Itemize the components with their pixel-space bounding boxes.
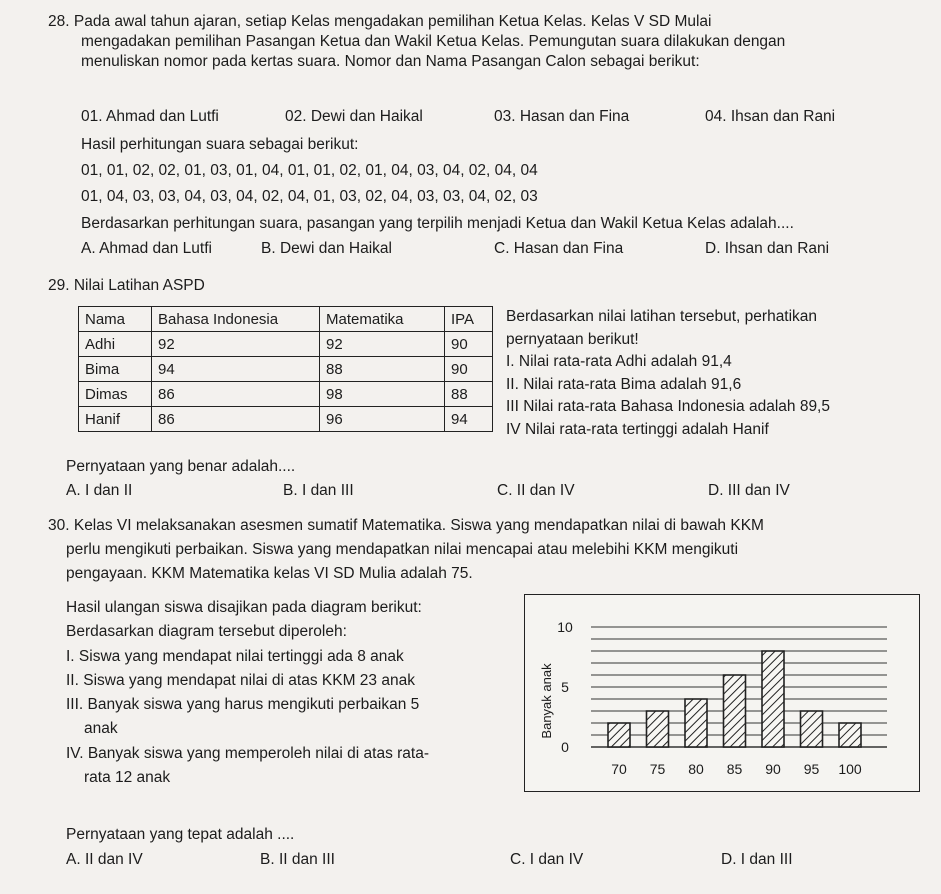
q28-question: Berdasarkan perhitungan suara, pasangan yang terpilih menjadi Ketua dan Wakil Ketua Kelas adalah.... [81, 215, 794, 232]
bar-85 [724, 675, 746, 747]
q30-left-line: Hasil ulangan siswa disajikan pada diagram berikut: [66, 599, 422, 616]
score-table [78, 306, 493, 432]
q30-left-line: Berdasarkan diagram tersebut diperoleh: [66, 623, 347, 641]
q28-candidate-3: 03. Hasan dan Fina [494, 108, 630, 125]
q29-option-d[interactable]: D. III dan IV [708, 482, 790, 499]
table-cell: 90 [445, 332, 493, 357]
q30-statement-2: II. Siswa yang mendapat nilai di atas KKM 23 anak [66, 671, 415, 689]
q30-line-2: perlu mengikuti perbaikan. Siswa yang mendapatkan nilai mencapai atau melebihi KKM mengikuti [66, 541, 739, 558]
y-tick-label: 0 [561, 739, 569, 755]
table-cell: Bima [79, 357, 152, 382]
q30-statement-3-cont: anak [84, 720, 118, 738]
q28-intro-text-1: Pada awal tahun ajaran, setiap Kelas mengadakan pemilihan Ketua Kelas. Kelas V SD Mulai [73, 13, 712, 30]
table-cell: Hanif [79, 407, 152, 432]
bar-100 [839, 723, 861, 747]
q28-option-a[interactable]: A. Ahmad dan Lutfi [81, 240, 212, 257]
bar-70 [608, 723, 630, 747]
bar-95 [801, 711, 823, 747]
q30-statement-3: III. Banyak siswa yang harus mengikuti perbaikan 5 [66, 696, 420, 714]
y-axis-label: Banyak anak [539, 663, 554, 739]
table-cell: 94 [152, 357, 320, 382]
table-cell: 92 [320, 332, 445, 357]
q30-statement-1: I. Siswa yang mendapat nilai tertinggi ada 8 anak [66, 647, 404, 665]
table-row [79, 332, 493, 357]
q29-side-line: Berdasarkan nilai latihan tersebut, perhatikan [506, 308, 818, 325]
table-row [79, 357, 493, 382]
q28-candidate-4: 04. Ihsan dan Rani [705, 108, 836, 125]
q30-intro [48, 514, 928, 586]
q29-option-c[interactable]: C. II dan IV [497, 482, 575, 499]
table-header: Nama [79, 307, 152, 332]
table-header: Bahasa Indonesia [152, 307, 320, 332]
q28-candidate-2: 02. Dewi dan Haikal [285, 108, 423, 125]
q28-option-d[interactable]: D. Ihsan dan Rani [705, 240, 830, 257]
q30-option-b[interactable]: B. II dan III [260, 851, 335, 868]
q30-option-a[interactable]: A. II dan IV [66, 851, 143, 868]
table-cell: Dimas [79, 382, 152, 407]
q29-statement-3: III Nilai rata-rata Bahasa Indonesia adalah 89,5 [506, 398, 830, 415]
q29-option-b[interactable]: B. I dan III [283, 482, 354, 499]
x-tick-label: 80 [688, 761, 704, 777]
q29-statements [506, 306, 916, 441]
table-cell: Adhi [79, 332, 152, 357]
q28-intro [48, 12, 918, 72]
table-header-row [79, 307, 493, 332]
q30-statement-4: IV. Banyak siswa yang memperoleh nilai di atas rata- [66, 744, 430, 762]
table-cell: 94 [445, 407, 493, 432]
x-tick-label: 100 [838, 761, 862, 777]
table-header: IPA [445, 307, 493, 332]
table-cell: 92 [152, 332, 320, 357]
q28-number: 28. [48, 13, 70, 30]
q28-votes-line-2: 01, 04, 03, 03, 04, 03, 04, 02, 04, 01, 03, 02, 04, 03, 03, 04, 02, 03 [81, 188, 538, 205]
score-bar-chart [525, 595, 919, 791]
q28-line-3: menuliskan nomor pada kertas suara. Nomor dan Nama Pasangan Calon sebagai berikut: [81, 53, 700, 70]
table-cell: 96 [320, 407, 445, 432]
q30-question: Pernyataan yang tepat adalah .... [66, 826, 295, 843]
score-chart-box [524, 594, 920, 792]
bar-80 [685, 699, 707, 747]
q30-line-1: 30. Kelas VI melaksanakan asesmen sumatif Matematika. Siswa yang mendapatkan nilai di bawah KKM [48, 517, 764, 534]
q29-side-line: pernyataan berikut! [506, 330, 639, 348]
q28-option-b[interactable]: B. Dewi dan Haikal [261, 240, 392, 257]
x-tick-label: 95 [803, 761, 820, 777]
table-cell: 88 [320, 357, 445, 382]
q30-statement-4-cont: rata 12 anak [84, 769, 171, 787]
q28-votes-line-1: 01, 01, 02, 02, 01, 03, 01, 04, 01, 01, 02, 01, 04, 03, 04, 02, 04, 04 [81, 162, 538, 179]
x-tick-label: 75 [649, 761, 666, 777]
table-cell: 90 [445, 357, 493, 382]
q30-option-d[interactable]: D. I dan III [721, 851, 793, 868]
q28-line-1 [48, 12, 918, 32]
q29-title: 29. Nilai Latihan ASPD [48, 277, 205, 294]
x-tick-label: 70 [611, 761, 627, 777]
bar-75 [647, 711, 669, 747]
x-tick-label: 90 [765, 761, 781, 777]
q29-question: Pernyataan yang benar adalah.... [66, 458, 296, 475]
x-tick-label: 85 [726, 761, 743, 777]
table-header: Matematika [320, 307, 445, 332]
q29-statement-1: I. Nilai rata-rata Adhi adalah 91,4 [506, 353, 732, 370]
q28-candidate-1: 01. Ahmad dan Lutfi [81, 108, 219, 125]
table-cell: 98 [320, 382, 445, 407]
q30-option-c[interactable]: C. I dan IV [510, 851, 584, 868]
q29-statement-4: IV Nilai rata-rata tertinggi adalah Hanif [506, 420, 769, 438]
y-tick-label: 10 [557, 619, 573, 635]
q28-line-2: mengadakan pemilihan Pasangan Ketua dan Wakil Ketua Kelas. Pemungutan suara dilakukan dengan [81, 33, 786, 50]
q29-statement-2: II. Nilai rata-rata Bima adalah 91,6 [506, 375, 742, 393]
table-row [79, 407, 493, 432]
q28-option-c[interactable]: C. Hasan dan Fina [494, 240, 624, 257]
table-row [79, 382, 493, 407]
q29-option-a[interactable]: A. I dan II [66, 482, 133, 499]
y-tick-label: 5 [561, 679, 569, 695]
bar-90 [762, 651, 784, 747]
table-cell: 86 [152, 407, 320, 432]
q30-statements [66, 596, 526, 790]
q28-result-title: Hasil perhitungan suara sebagai berikut: [81, 136, 359, 153]
table-cell: 88 [445, 382, 493, 407]
q30-line-3: pengayaan. KKM Matematika kelas VI SD Mulia adalah 75. [66, 565, 473, 582]
table-cell: 86 [152, 382, 320, 407]
